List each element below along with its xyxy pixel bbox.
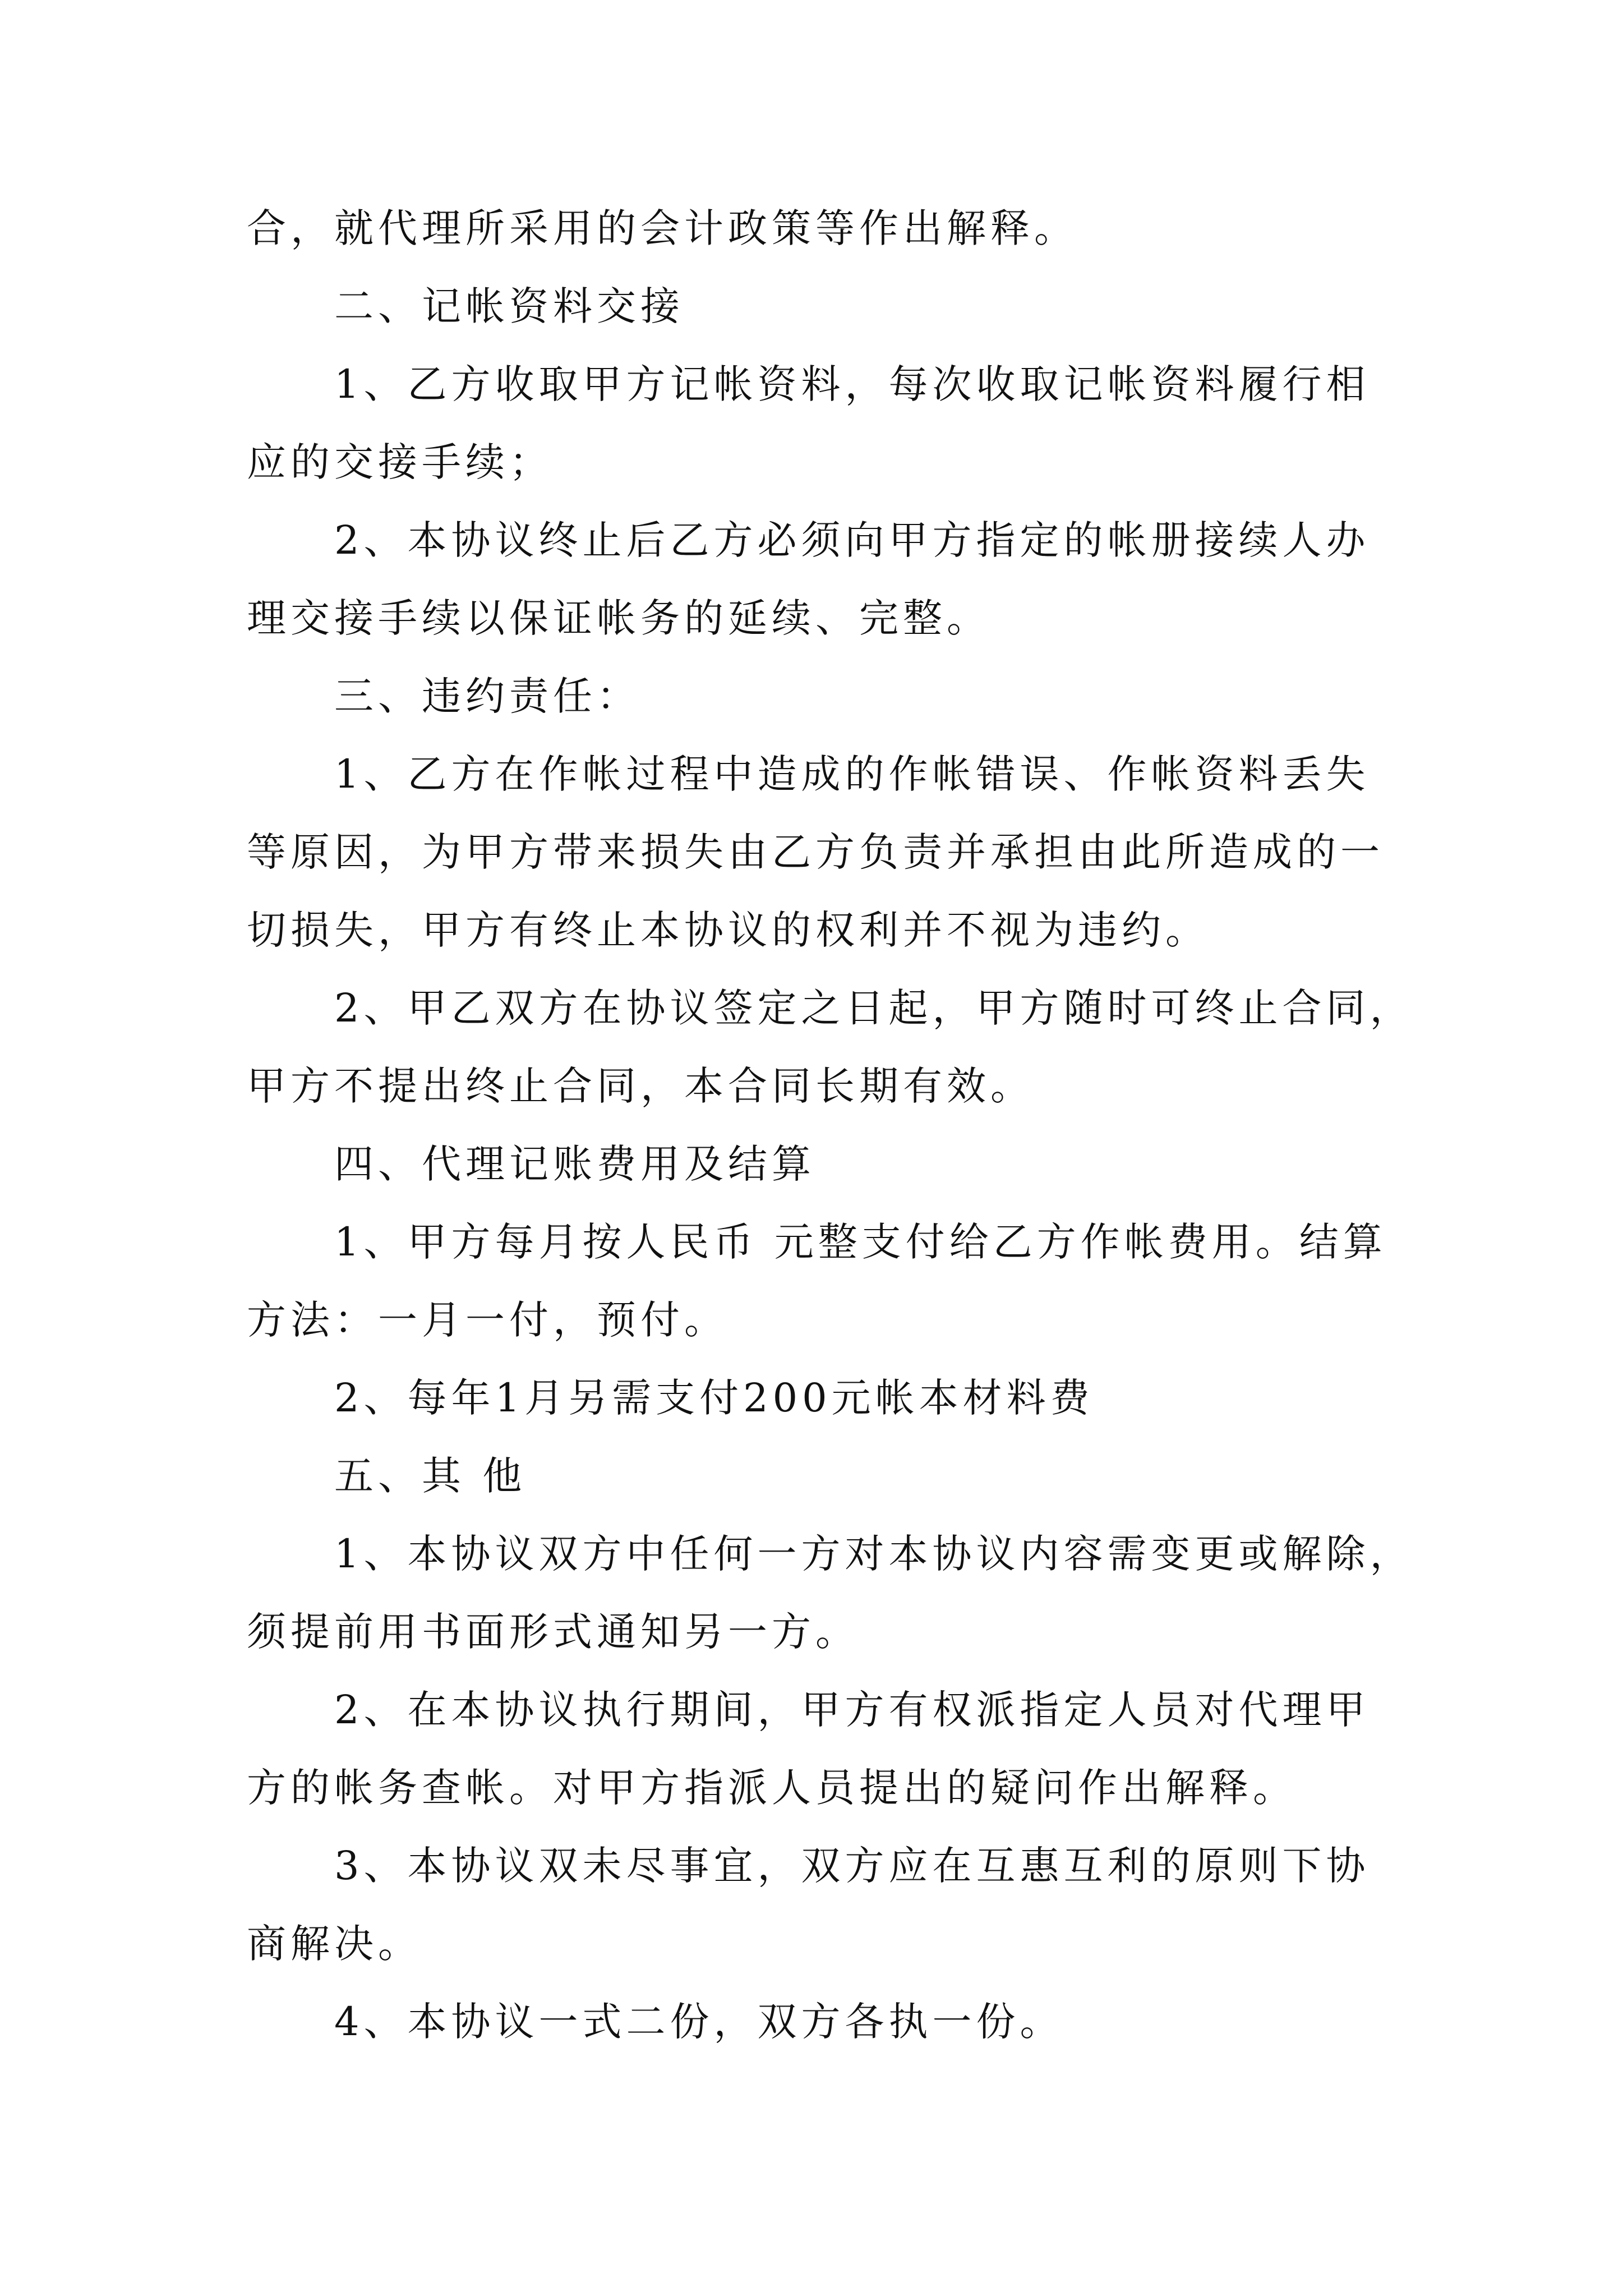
text-line: 2、在本协议执行期间，甲方有权派指定人员对代理甲 <box>334 1687 1370 1733</box>
section-heading: 五、其 他 <box>334 1453 527 1499</box>
text-line: 商解决。 <box>247 1921 422 1967</box>
section-heading: 二、记帐资料交接 <box>334 283 684 329</box>
text-line: 方的帐务查帐。对甲方指派人员提出的疑问作出解释。 <box>247 1765 1297 1811</box>
text-line: 2、每年1月另需支付200元帐本材料费 <box>334 1375 1094 1421</box>
text-line: 1、乙方在作帐过程中造成的作帐错误、作帐资料丢失 <box>334 751 1370 797</box>
text-line: 方法：一月一付，预付。 <box>247 1297 728 1343</box>
text-line: 1、乙方收取甲方记帐资料，每次收取记帐资料履行相 <box>334 361 1370 407</box>
text-line: 应的交接手续； <box>247 439 553 485</box>
text-line: 等原因，为甲方带来损失由乙方负责并承担由此所造成的一 <box>247 829 1384 875</box>
text-line: 3、本协议双未尽事宜，双方应在互惠互利的原则下协 <box>334 1843 1370 1889</box>
section-heading: 四、代理记账费用及结算 <box>334 1141 815 1187</box>
text-line: 1、甲方每月按人民币 元整支付给乙方作帐费用。结算 <box>334 1219 1387 1265</box>
text-line: 切损失，甲方有终止本协议的权利并不视为违约。 <box>247 907 1209 953</box>
text-line: 4、本协议一式二份，双方各执一份。 <box>334 1999 1064 2045</box>
text-line: 合，就代理所采用的会计政策等作出解释。 <box>247 205 1078 251</box>
text-line: 须提前用书面形式通知另一方。 <box>247 1609 859 1655</box>
text-line: 2、本协议终止后乙方必须向甲方指定的帐册接续人办 <box>334 517 1370 563</box>
text-line: 2、甲乙双方在协议签定之日起，甲方随时可终止合同， <box>334 985 1414 1031</box>
text-line: 甲方不提出终止合同，本合同长期有效。 <box>247 1063 1034 1109</box>
text-line: 理交接手续以保证帐务的延续、完整。 <box>247 595 990 641</box>
text-line: 1、本协议双方中任何一方对本协议内容需变更或解除， <box>334 1531 1414 1577</box>
section-heading: 三、违约责任： <box>334 673 640 719</box>
